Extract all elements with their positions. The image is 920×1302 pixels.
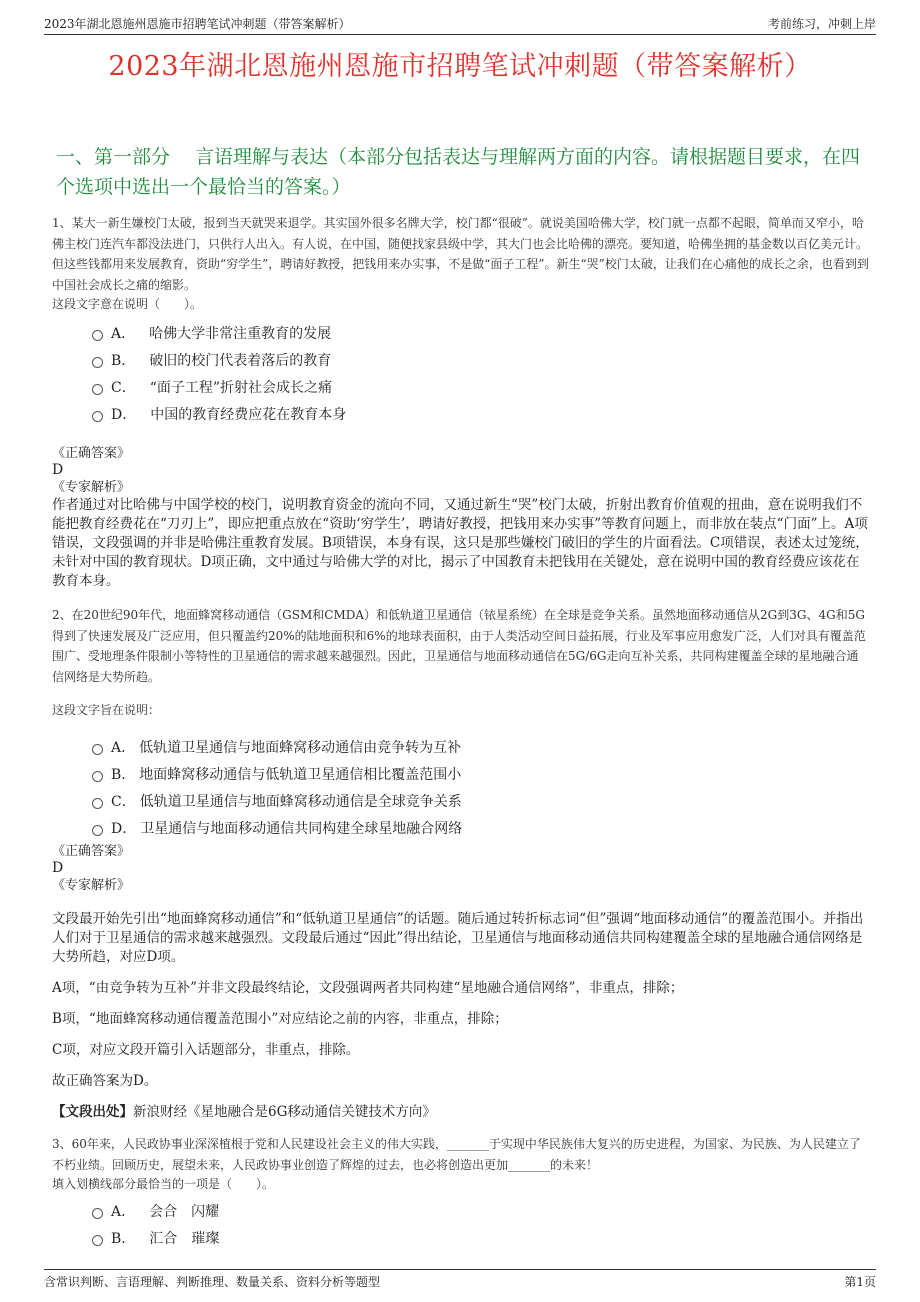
answer-label: 《正确答案》 <box>52 446 131 461</box>
radio-icon[interactable] <box>92 1208 103 1219</box>
header-slogan: 考前练习，冲刺上岸 <box>767 17 876 31</box>
analysis-paragraph: 文段最开始先引出“地面蜂窝移动通信”和“低轨道卫星通信”的话题。随后通过转折标志词“但”强调“地面移动通信”的覆盖范围小。并指出人们对于卫星通信的需求越来越强烈。文段最后通过“因此”得出结论，卫星通信与地面移动通信共同构建覆盖全球的星地融合通信网络是大势所趋，对应D项。 <box>52 911 864 965</box>
radio-icon[interactable] <box>92 798 103 809</box>
option-d[interactable]: D． 中国的教育经费应花在教育本身 <box>52 400 870 427</box>
question-1 <box>52 213 870 591</box>
section-heading: 一、第一部分 言语理解与表达（本部分包括表达与理解两方面的内容。请根据题目要求，在四个选项中选出一个最恰当的答案。） <box>56 146 861 198</box>
source-line <box>52 1103 870 1122</box>
analysis-paragraph: 故正确答案为D。 <box>52 1073 158 1089</box>
analysis-paragraph: B项，“地面蜂窝移动通信覆盖范围小”对应结论之前的内容，非重点，排除； <box>52 1011 508 1027</box>
answer-value: D <box>52 860 64 876</box>
option-b[interactable]: B． 破旧的校门代表着落后的教育 <box>52 346 870 373</box>
source-label: 【文段出处】 <box>52 1104 133 1120</box>
answer-value: D <box>52 462 64 478</box>
analysis-text: 作者通过对比哈佛与中国学校的校门，说明教育资金的流向不同，又通过新生“哭”校门太破，折射出教育价值观的扭曲，意在说明我们不能把教育经费花在“刀刃上”，即应把重点放在“资助‘穷学生’，聘请好教授，把钱用来办实事”等教育问题上，而非放在装点“门面”上。A项错误，文段强调的并非是哈佛注重教育发展。B项错误，本身有误，这只是那些嫌校门破旧的学生的片面看法。C项错误，表述太过笼统，未针对中国的教育现状。D项正确，文中通过与哈佛大学的对比，揭示了中国教育未把钱用在关键处，意在说明中国的教育经费应该花在教育本身。 <box>52 497 869 589</box>
analysis-paragraph: C项，对应文段开篇引入话题部分，非重点，排除。 <box>52 1042 360 1058</box>
analysis-label: 《专家解析》 <box>52 480 131 495</box>
analysis-paragraph: A项，“由竞争转为互补”并非文段最终结论，文段强调两者共同构建“星地融合通信网络”，非重点，排除； <box>52 980 684 996</box>
option-list <box>52 1197 870 1251</box>
question-2 <box>52 605 870 1122</box>
radio-icon[interactable] <box>92 330 103 341</box>
option-b[interactable]: B． 汇合 璀璨 <box>52 1224 870 1251</box>
radio-icon[interactable] <box>92 384 103 395</box>
header-doc-title: 2023年湖北恩施州恩施市招聘笔试冲刺题（带答案解析） <box>44 17 351 31</box>
radio-icon[interactable] <box>92 411 103 422</box>
radio-icon[interactable] <box>92 357 103 368</box>
page-header <box>44 10 876 35</box>
page-footer <box>44 1269 876 1292</box>
question-ask: 这段文字旨在说明： <box>52 703 161 717</box>
radio-icon[interactable] <box>92 744 103 755</box>
option-d[interactable]: D． 卫星通信与地面移动通信共同构建全球星地融合网络 <box>52 814 870 841</box>
option-a[interactable]: A． 会合 闪耀 <box>52 1197 870 1224</box>
radio-icon[interactable] <box>92 825 103 836</box>
page-number: 第1页 <box>844 1274 876 1289</box>
page-title: 2023年湖北恩施州恩施市招聘笔试冲刺题（带答案解析） <box>108 51 812 82</box>
option-a[interactable]: A． 哈佛大学非常注重教育的发展 <box>52 319 870 346</box>
option-c[interactable]: C． “面子工程”折射社会成长之痛 <box>52 373 870 400</box>
option-a[interactable]: A． 低轨道卫星通信与地面蜂窝移动通信由竞争转为互补 <box>52 733 870 760</box>
answer-label: 《正确答案》 <box>52 844 131 859</box>
question-ask: 填入划横线部分最恰当的一项是（ ）。 <box>52 1177 275 1191</box>
question-text: 1、某大一新生嫌校门太破，报到当天就哭来退学。其实国外很多名牌大学，校门都“很破”。就说美国哈佛大学，校门就一点都不起眼，简单而又窄小，哈佛主校门连汽车都没法进门，只供行人出入。有人说，在中国，随便找家县级中学，其大门也会比哈佛的漂亮。要知道，哈佛坐拥的基金数以百亿美元计。但这些钱都用来发展教育，资助“穷学生”，聘请好教授，把钱用来办实事，不是做“面子工程”。新生“哭”校门太破，让我们在心痛他的成长之余，也看到到中国社会成长之痛的缩影。 <box>52 216 869 292</box>
radio-icon[interactable] <box>92 1235 103 1246</box>
question-3 <box>52 1134 870 1251</box>
question-list <box>52 213 870 1251</box>
footer-note: 含常识判断、言语理解、判断推理、数量关系、资料分析等题型 <box>44 1274 381 1289</box>
question-text: 2、在20世纪90年代，地面蜂窝移动通信（GSM和CMDA）和低轨道卫星通信（铱星系统）在全球是竞争关系。虽然地面移动通信从2G到3G、4G和5G得到了快速发展及广泛应用，但只覆盖约20%的陆地面积和6%的地球表面积，由于人类活动空间日益拓展，行业及军事应用愈发广泛，人们对具有覆盖范围广、受地理条件限制小等特性的卫星通信的需求越来越强烈。因此，卫星通信与地面移动通信在5G/6G走向互补关系，共同构建覆盖全球的星地融合通信网络是大势所趋。 <box>52 608 866 684</box>
analysis-label: 《专家解析》 <box>52 878 131 893</box>
option-b[interactable]: B． 地面蜂窝移动通信与低轨道卫星通信相比覆盖范围小 <box>52 760 870 787</box>
question-text: 3、60年来，人民政协事业深深植根于党和人民建设社会主义的伟大实践，_______于实现中华民族伟大复兴的历史进程，为国家、为民族、为人民建立了不朽业绩。回顾历史，展望未来，人民政协事业创造了辉煌的过去，也必将创造出更加_______的未来！ <box>52 1137 861 1172</box>
source-text: 新浪财经《星地融合是6G移动通信关键技术方向》 <box>133 1104 436 1120</box>
question-ask: 这段文字意在说明（ ）。 <box>52 297 203 311</box>
option-list <box>52 319 870 427</box>
option-list <box>52 733 870 841</box>
radio-icon[interactable] <box>92 771 103 782</box>
option-c[interactable]: C． 低轨道卫星通信与地面蜂窝移动通信是全球竞争关系 <box>52 787 870 814</box>
